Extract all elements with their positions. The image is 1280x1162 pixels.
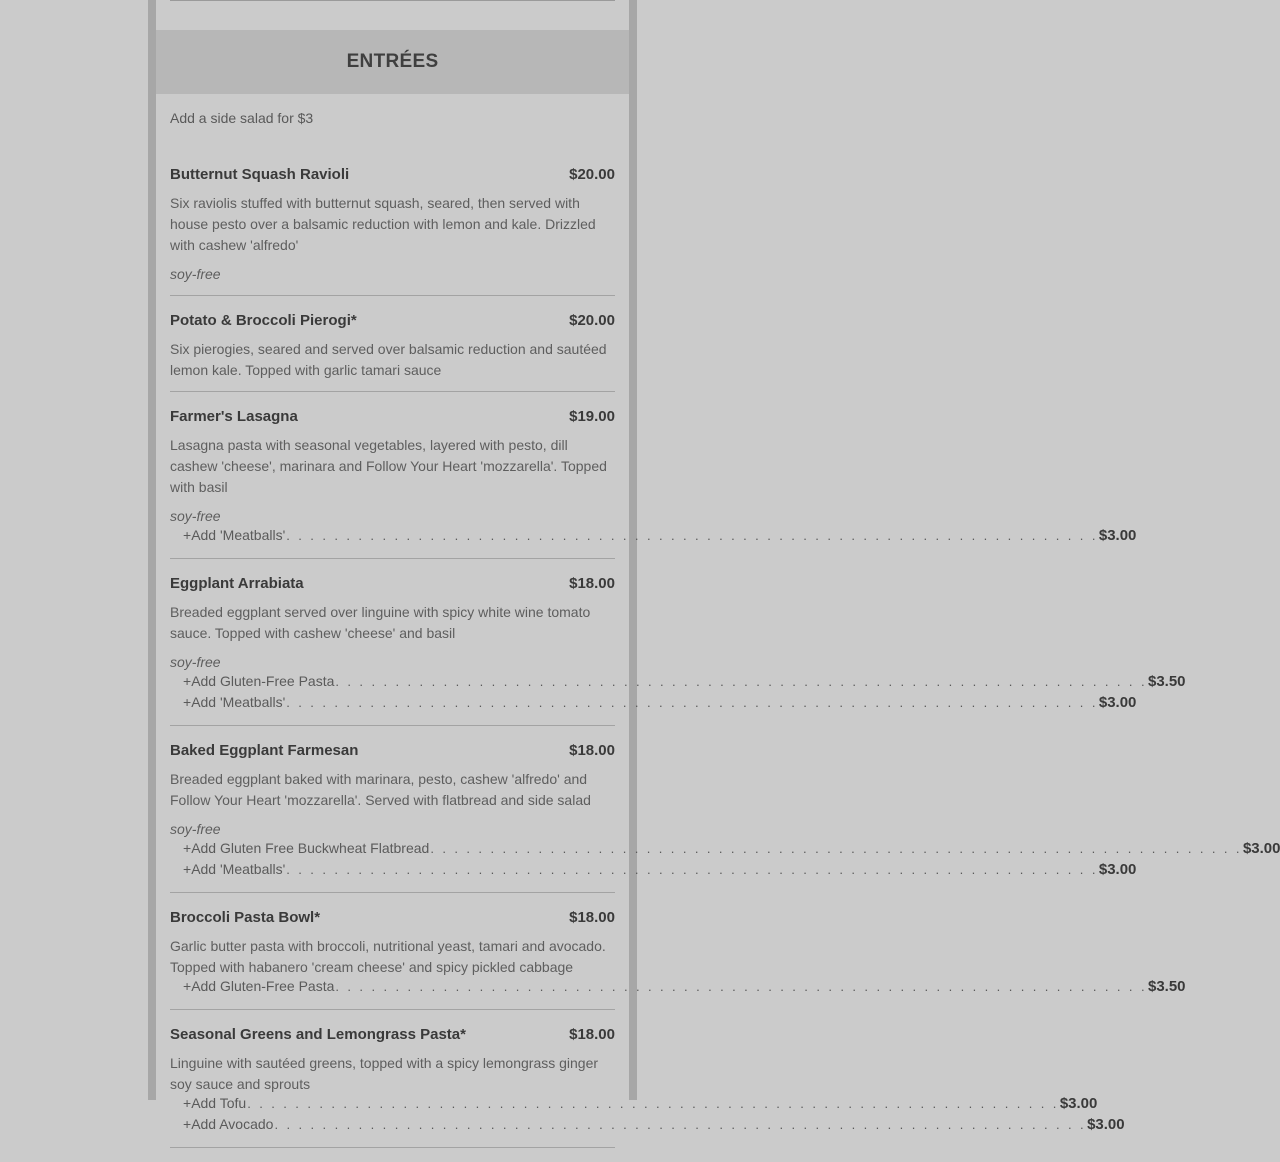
menu-item-name: Butternut Squash Ravioli [170, 166, 350, 183]
menu-item-header [170, 575, 615, 597]
dot-leader [286, 528, 1098, 543]
menu-item [170, 1024, 1125, 1148]
plus-icon: + [183, 861, 192, 877]
dot-leader [335, 979, 1147, 994]
addon-option [170, 1116, 1125, 1137]
addon-price: $3.50 [1147, 978, 1186, 995]
addon-list [170, 527, 1137, 548]
menu-item [170, 907, 1186, 1010]
plus-icon: + [183, 694, 192, 710]
menu-item-header [170, 408, 615, 430]
dot-leader [286, 862, 1098, 877]
menu-item-description: Six pierogies, seared and served over balsamic reduction and sautéed lemon kale. Topped with garlic tamari sauce [170, 341, 607, 378]
addon-list [170, 978, 1186, 999]
plus-icon: + [183, 527, 192, 543]
menu-item [170, 310, 615, 392]
section-header [156, 30, 629, 94]
menu-item-description: Linguine with sautéed greens, topped with a spicy lemongrass ginger soy sauce and sprouts [170, 1055, 599, 1092]
addon-label: Add Gluten-Free Pasta [191, 978, 335, 994]
menu-item-name: Broccoli Pasta Bowl* [170, 909, 321, 926]
menu-item-price: $20.00 [569, 166, 615, 183]
dietary-tag: soy-free [170, 266, 221, 282]
addon-label: Add Tofu [191, 1095, 247, 1111]
addon-list [170, 840, 1280, 882]
plus-icon: + [183, 1116, 192, 1132]
addon-option [170, 527, 1137, 548]
menu-item [170, 406, 1137, 559]
dot-leader [286, 695, 1098, 710]
dot-leader [335, 674, 1147, 689]
addon-price: $3.00 [1242, 840, 1280, 857]
addon-price: $3.00 [1098, 861, 1137, 878]
menu-item-description: Six raviolis stuffed with butternut squash, seared, then served with house pesto over a balsamic reduction with lemon and kale. Drizzled with cashew 'alfredo' [170, 195, 596, 253]
menu-item-name: Eggplant Arrabiata [170, 575, 304, 592]
addon-price: $3.50 [1147, 673, 1186, 690]
menu-item-header [170, 312, 615, 334]
menu-item-header [170, 909, 615, 931]
menu-item-description: Lasagna pasta with seasonal vegetables, layered with pesto, dill cashew 'cheese', marinara and Follow Your Heart 'mozzarella'. Topped with basil [170, 437, 607, 495]
plus-icon: + [183, 1095, 192, 1111]
dot-leader [430, 841, 1242, 856]
menu-item-name: Potato & Broccoli Pierogi* [170, 312, 357, 329]
addon-label: Add Gluten Free Buckwheat Flatbread [191, 840, 430, 856]
dot-leader [274, 1117, 1086, 1132]
addon-option [170, 694, 1137, 715]
addon-list [170, 673, 1186, 715]
addon-list [170, 1095, 1125, 1137]
menu-item-description: Breaded eggplant baked with marinara, pesto, cashew 'alfredo' and Follow Your Heart 'mozzarella'. Served with flatbread and side salad [170, 771, 591, 808]
addon-label: Add Avocado [191, 1116, 274, 1132]
dietary-tag: soy-free [170, 508, 221, 524]
menu-item-header [170, 1026, 615, 1048]
menu-item-name: Seasonal Greens and Lemongrass Pasta* [170, 1026, 466, 1043]
addon-option [170, 861, 1137, 882]
addon-option [170, 673, 1186, 694]
addon-price: $3.00 [1059, 1095, 1098, 1112]
menu-item [170, 573, 1186, 726]
addon-price: $3.00 [1087, 1116, 1125, 1133]
addon-price: $3.00 [1098, 527, 1137, 544]
addon-price: $3.00 [1098, 694, 1137, 711]
menu-item-header [170, 742, 615, 764]
menu-item-price: $18.00 [569, 1026, 615, 1043]
addon-label: Add 'Meatballs' [191, 694, 286, 710]
menu-item-price: $18.00 [569, 742, 615, 759]
addon-label: Add 'Meatballs' [191, 527, 286, 543]
menu-item [170, 164, 615, 296]
addon-option [170, 1095, 1098, 1116]
section-note: Add a side salad for $3 [170, 110, 314, 126]
section-title: ENTRÉES [346, 51, 439, 72]
addon-option [170, 840, 1280, 861]
menu-item-price: $18.00 [569, 909, 615, 926]
plus-icon: + [183, 978, 192, 994]
menu-item-name: Baked Eggplant Farmesan [170, 742, 359, 759]
plus-icon: + [183, 673, 192, 689]
menu-item-header [170, 166, 615, 188]
addon-label: Add 'Meatballs' [191, 861, 286, 877]
dot-leader [247, 1096, 1059, 1111]
menu-item-price: $20.00 [569, 312, 615, 329]
plus-icon: + [183, 840, 192, 856]
menu-item-list [170, 164, 1280, 1162]
menu-item-description: Breaded eggplant served over linguine with spicy white wine tomato sauce. Topped with cashew 'cheese' and basil [170, 604, 591, 641]
menu-item [170, 740, 1280, 893]
addon-label: Add Gluten-Free Pasta [191, 673, 335, 689]
menu-item-name: Farmer's Lasagna [170, 408, 298, 425]
dietary-tag: soy-free [170, 654, 221, 670]
dietary-tag: soy-free [170, 821, 221, 837]
menu-item-price: $18.00 [569, 575, 615, 592]
menu-panel [156, 0, 1280, 1133]
divider [170, 0, 615, 1]
menu-item-price: $19.00 [569, 408, 615, 425]
addon-option [170, 978, 1186, 999]
menu-item-description: Garlic butter pasta with broccoli, nutritional yeast, tamari and avocado. Topped with habanero 'cream cheese' and spicy pickled cabbage [170, 938, 606, 975]
